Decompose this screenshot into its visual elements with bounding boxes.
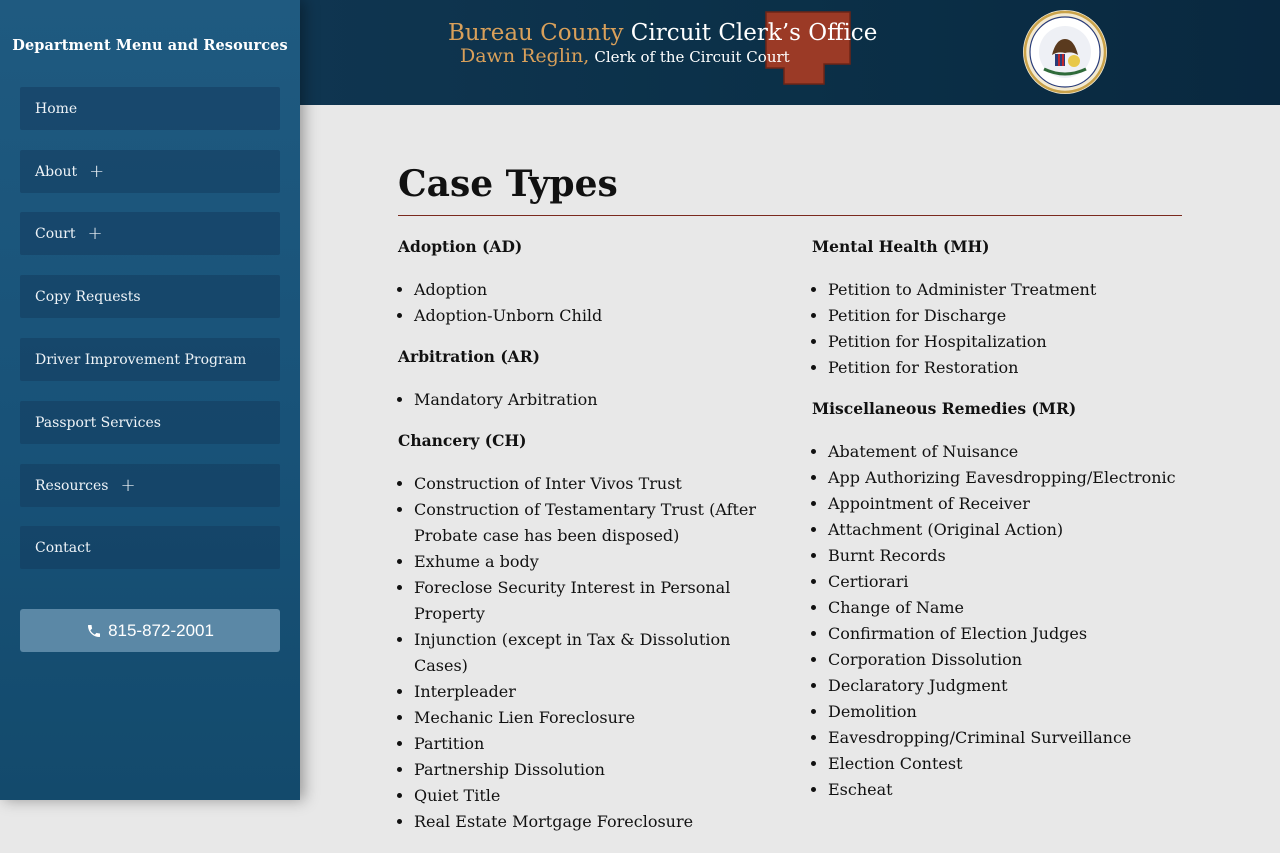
header-clerk-title: Clerk of the Circuit Court bbox=[594, 48, 790, 66]
list-item: • Adoption bbox=[414, 277, 778, 303]
case-list-misc-remedies bbox=[812, 439, 1182, 803]
sidebar-item-label: Resources bbox=[35, 477, 109, 494]
site-header bbox=[300, 0, 1280, 105]
sidebar-item-contact[interactable] bbox=[20, 526, 280, 569]
judicial-circuit-seal-icon bbox=[1022, 9, 1108, 95]
phone-number: 815-872-2001 bbox=[108, 620, 214, 640]
list-item: • Demolition bbox=[828, 699, 1182, 725]
list-item: • Escheat bbox=[828, 777, 1182, 803]
sidebar-item-label: Driver Improvement Program bbox=[35, 351, 247, 368]
sidebar bbox=[0, 0, 300, 800]
list-item: • Declaratory Judgment bbox=[828, 673, 1182, 699]
list-item: • Election Contest bbox=[828, 751, 1182, 777]
list-item: • Confirmation of Election Judges bbox=[828, 621, 1182, 647]
sidebar-item-label: Home bbox=[35, 100, 78, 117]
list-item: • Interpleader bbox=[414, 679, 778, 705]
list-item: • Attachment (Original Action) bbox=[828, 517, 1182, 543]
list-item: • Petition for Hospitalization bbox=[828, 329, 1182, 355]
phone-icon bbox=[86, 623, 102, 639]
list-item: • Partition bbox=[414, 731, 778, 757]
plus-icon[interactable]: + bbox=[89, 160, 105, 182]
list-item: • Exhume a body bbox=[414, 549, 778, 575]
sidebar-item-home[interactable] bbox=[20, 87, 280, 130]
sidebar-item-label: Copy Requests bbox=[35, 288, 141, 305]
list-item: • App Authorizing Eavesdropping/Electronic bbox=[828, 465, 1182, 491]
sidebar-item-label: Passport Services bbox=[35, 414, 161, 431]
header-office: Circuit Clerk’s Office bbox=[630, 20, 878, 46]
header-office-title[interactable] bbox=[448, 20, 877, 46]
list-item: • Construction of Testamentary Trust (After Probate case has been disposed) bbox=[414, 497, 778, 549]
section-title-chancery: Chancery (CH) bbox=[398, 431, 527, 450]
header-clerk-line bbox=[460, 45, 790, 67]
sidebar-item-label: Court bbox=[35, 225, 76, 242]
list-item: • Injunction (except in Tax & Dissolution Cases) bbox=[414, 627, 778, 679]
page-title: Case Types bbox=[398, 163, 618, 205]
case-list-adoption bbox=[398, 277, 778, 329]
sidebar-item-label: Contact bbox=[35, 539, 91, 556]
list-item: • Petition for Restoration bbox=[828, 355, 1182, 381]
sidebar-item-passport-services[interactable] bbox=[20, 401, 280, 444]
sidebar-item-label: About bbox=[35, 163, 78, 180]
sidebar-title: Department Menu and Resources bbox=[12, 37, 288, 54]
sidebar-item-court[interactable] bbox=[20, 212, 280, 255]
section-title-mental-health: Mental Health (MH) bbox=[812, 237, 990, 256]
phone-button[interactable] bbox=[20, 609, 280, 652]
title-divider bbox=[398, 215, 1182, 216]
list-item: • Corporation Dissolution bbox=[828, 647, 1182, 673]
list-item: • Real Estate Mortgage Foreclosure bbox=[414, 809, 778, 835]
list-item: • Mechanic Lien Foreclosure bbox=[414, 705, 778, 731]
case-list-chancery bbox=[398, 471, 778, 835]
list-item: • Eavesdropping/Criminal Surveillance bbox=[828, 725, 1182, 751]
list-item: • Burnt Records bbox=[828, 543, 1182, 569]
case-types-left-column bbox=[398, 237, 778, 853]
plus-icon[interactable]: + bbox=[87, 222, 103, 244]
list-item: • Appointment of Receiver bbox=[828, 491, 1182, 517]
list-item: • Petition for Discharge bbox=[828, 303, 1182, 329]
sidebar-item-copy-requests[interactable] bbox=[20, 275, 280, 318]
list-item: • Construction of Inter Vivos Trust bbox=[414, 471, 778, 497]
list-item: • Foreclose Security Interest in Personal Property bbox=[414, 575, 778, 627]
section-title-arbitration: Arbitration (AR) bbox=[398, 347, 540, 366]
list-item: • Certiorari bbox=[828, 569, 1182, 595]
case-types-right-column bbox=[812, 237, 1182, 821]
header-county: Bureau County bbox=[448, 20, 624, 46]
sidebar-item-driver-improvement[interactable] bbox=[20, 338, 280, 381]
list-item: • Partnership Dissolution bbox=[414, 757, 778, 783]
section-title-misc-remedies: Miscellaneous Remedies (MR) bbox=[812, 399, 1077, 418]
header-clerk-name: Dawn Reglin, bbox=[460, 45, 590, 67]
list-item: • Petition to Administer Treatment bbox=[828, 277, 1182, 303]
list-item: • Adoption-Unborn Child bbox=[414, 303, 778, 329]
list-item: • Abatement of Nuisance bbox=[828, 439, 1182, 465]
list-item: • Mandatory Arbitration bbox=[414, 387, 778, 413]
list-item: • Quiet Title bbox=[414, 783, 778, 809]
list-item: • Change of Name bbox=[828, 595, 1182, 621]
section-title-adoption: Adoption (AD) bbox=[398, 237, 523, 256]
plus-icon[interactable]: + bbox=[120, 474, 136, 496]
sidebar-item-resources[interactable] bbox=[20, 464, 280, 507]
sidebar-item-about[interactable] bbox=[20, 150, 280, 193]
case-list-arbitration bbox=[398, 387, 778, 413]
case-list-mental-health bbox=[812, 277, 1182, 381]
